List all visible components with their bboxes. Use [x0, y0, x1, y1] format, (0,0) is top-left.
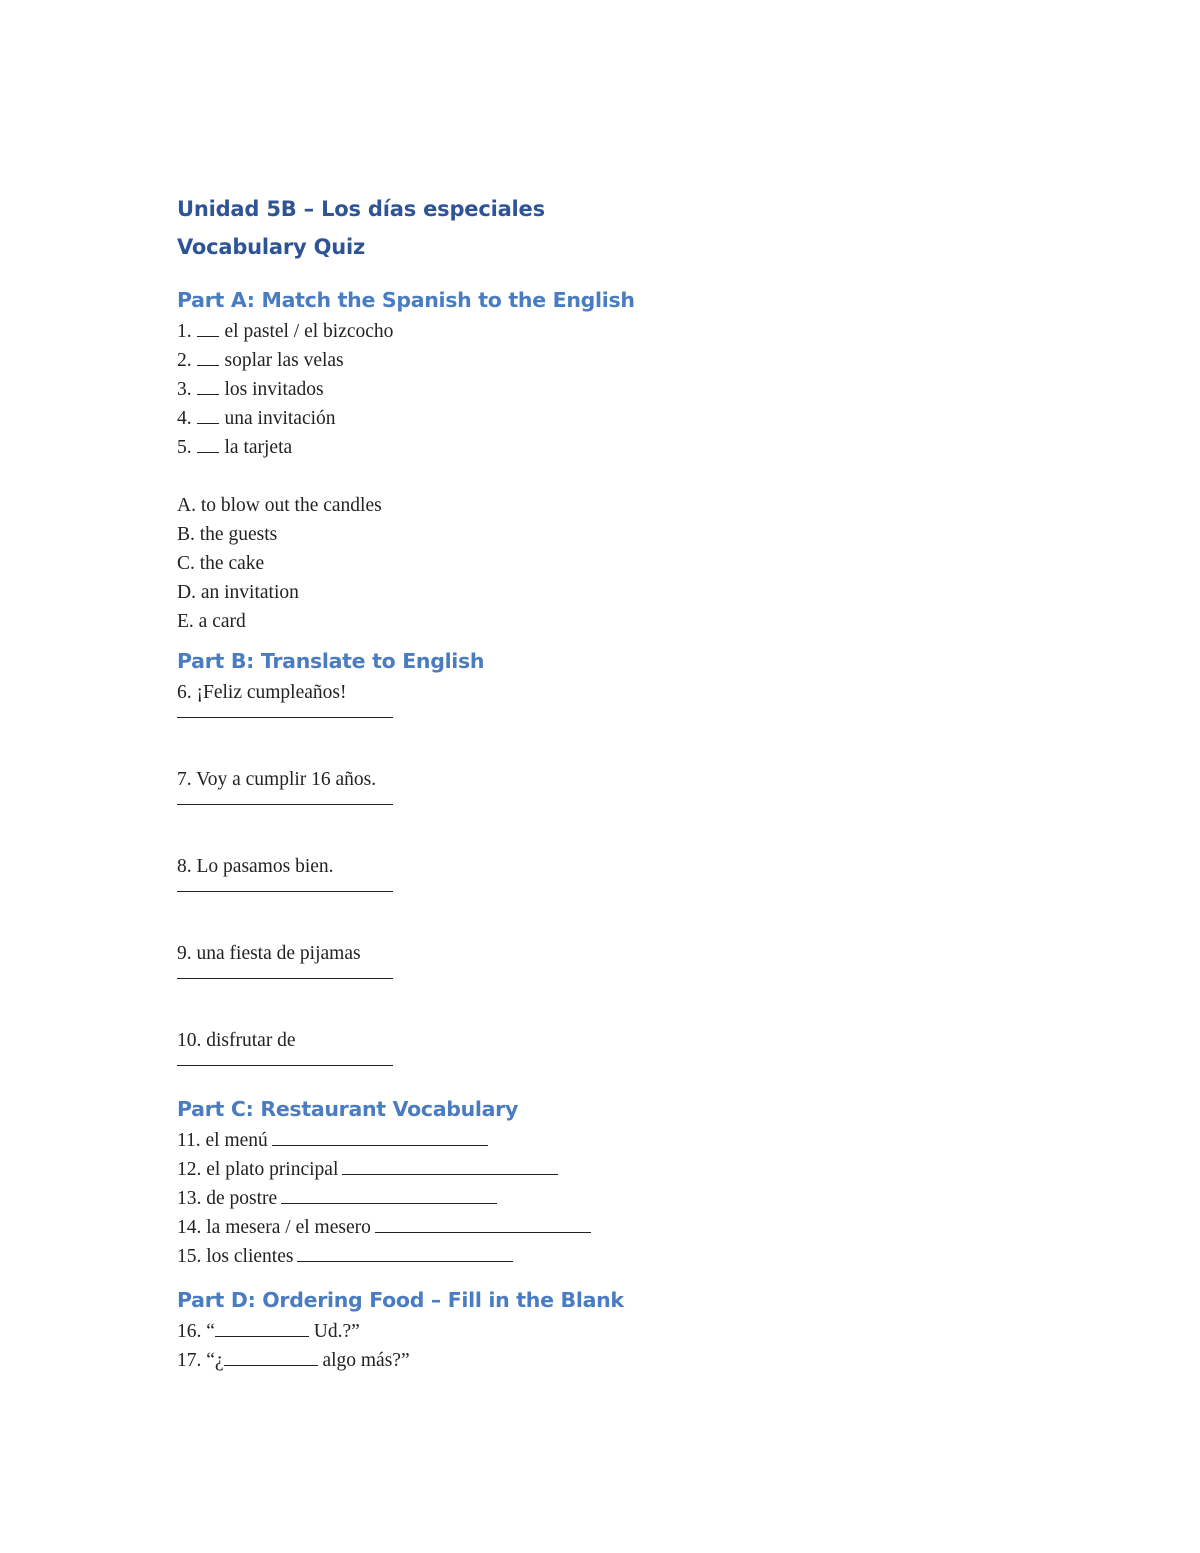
- answer-line[interactable]: [177, 890, 393, 892]
- answer-blank[interactable]: [281, 1203, 497, 1204]
- part-d-items: [177, 1317, 1077, 1375]
- answer-blank[interactable]: [342, 1174, 558, 1175]
- list-item: 5. la tarjeta: [177, 437, 293, 458]
- list-item: 10. disfrutar de: [177, 1030, 296, 1051]
- list-item: 12. el plato principal: [177, 1155, 1077, 1184]
- part-d-heading: Part D: Ordering Food – Fill in the Blank: [177, 1288, 624, 1312]
- part-a-items: [177, 317, 1077, 462]
- part-b-heading: Part B: Translate to English: [177, 649, 485, 673]
- answer-line-wrap: [177, 1055, 1077, 1084]
- answer-blank[interactable]: [197, 452, 219, 453]
- answer-blank[interactable]: [375, 1232, 591, 1233]
- part-c-heading: Part C: Restaurant Vocabulary: [177, 1097, 519, 1121]
- quiz-content: [177, 190, 1077, 1375]
- part-c-items: [177, 1126, 1077, 1271]
- list-item: 6. ¡Feliz cumpleaños!: [177, 682, 347, 703]
- list-item: 16. “ Ud.?”: [177, 1321, 360, 1342]
- answer-blank[interactable]: [297, 1261, 513, 1262]
- answer-line[interactable]: [177, 1064, 393, 1066]
- answer-line-wrap: [177, 881, 1077, 910]
- document-title: Unidad 5B – Los días especiales: [177, 197, 545, 221]
- list-item: 1. el pastel / el bizcocho: [177, 321, 394, 342]
- list-item: 13. de postre: [177, 1184, 1077, 1213]
- answer-blank[interactable]: [197, 336, 219, 337]
- answer-blank[interactable]: [197, 394, 219, 395]
- option-item: E. a card: [177, 611, 246, 632]
- answer-blank[interactable]: [197, 365, 219, 366]
- answer-blank[interactable]: [215, 1336, 309, 1337]
- list-item: 4. una invitación: [177, 408, 336, 429]
- answer-line[interactable]: [177, 803, 393, 805]
- answer-line-wrap: [177, 968, 1077, 997]
- answer-line[interactable]: [177, 716, 393, 718]
- part-a-options: [177, 491, 1077, 636]
- option-item: D. an invitation: [177, 582, 299, 603]
- part-a-heading: Part A: Match the Spanish to the English: [177, 288, 635, 312]
- document-subtitle: Vocabulary Quiz: [177, 235, 366, 259]
- list-item: 11. el menú: [177, 1126, 1077, 1155]
- list-item: 8. Lo pasamos bien.: [177, 856, 334, 877]
- list-item: 3. los invitados: [177, 379, 324, 400]
- answer-blank[interactable]: [272, 1145, 488, 1146]
- option-item: C. the cake: [177, 553, 265, 574]
- answer-line-wrap: [177, 707, 1077, 736]
- answer-line[interactable]: [177, 977, 393, 979]
- answer-blank[interactable]: [197, 423, 219, 424]
- list-item: 14. la mesera / el mesero: [177, 1213, 1077, 1242]
- list-item: 7. Voy a cumplir 16 años.: [177, 769, 377, 790]
- list-item: 15. los clientes: [177, 1242, 1077, 1271]
- answer-blank[interactable]: [224, 1365, 318, 1366]
- answer-line-wrap: [177, 794, 1077, 823]
- list-item: 9. una fiesta de pijamas: [177, 943, 361, 964]
- list-item: 17. “¿ algo más?”: [177, 1350, 410, 1371]
- part-b-items: [177, 678, 1077, 1084]
- list-item: 2. soplar las velas: [177, 350, 344, 371]
- option-item: B. the guests: [177, 524, 278, 545]
- option-item: A. to blow out the candles: [177, 495, 382, 516]
